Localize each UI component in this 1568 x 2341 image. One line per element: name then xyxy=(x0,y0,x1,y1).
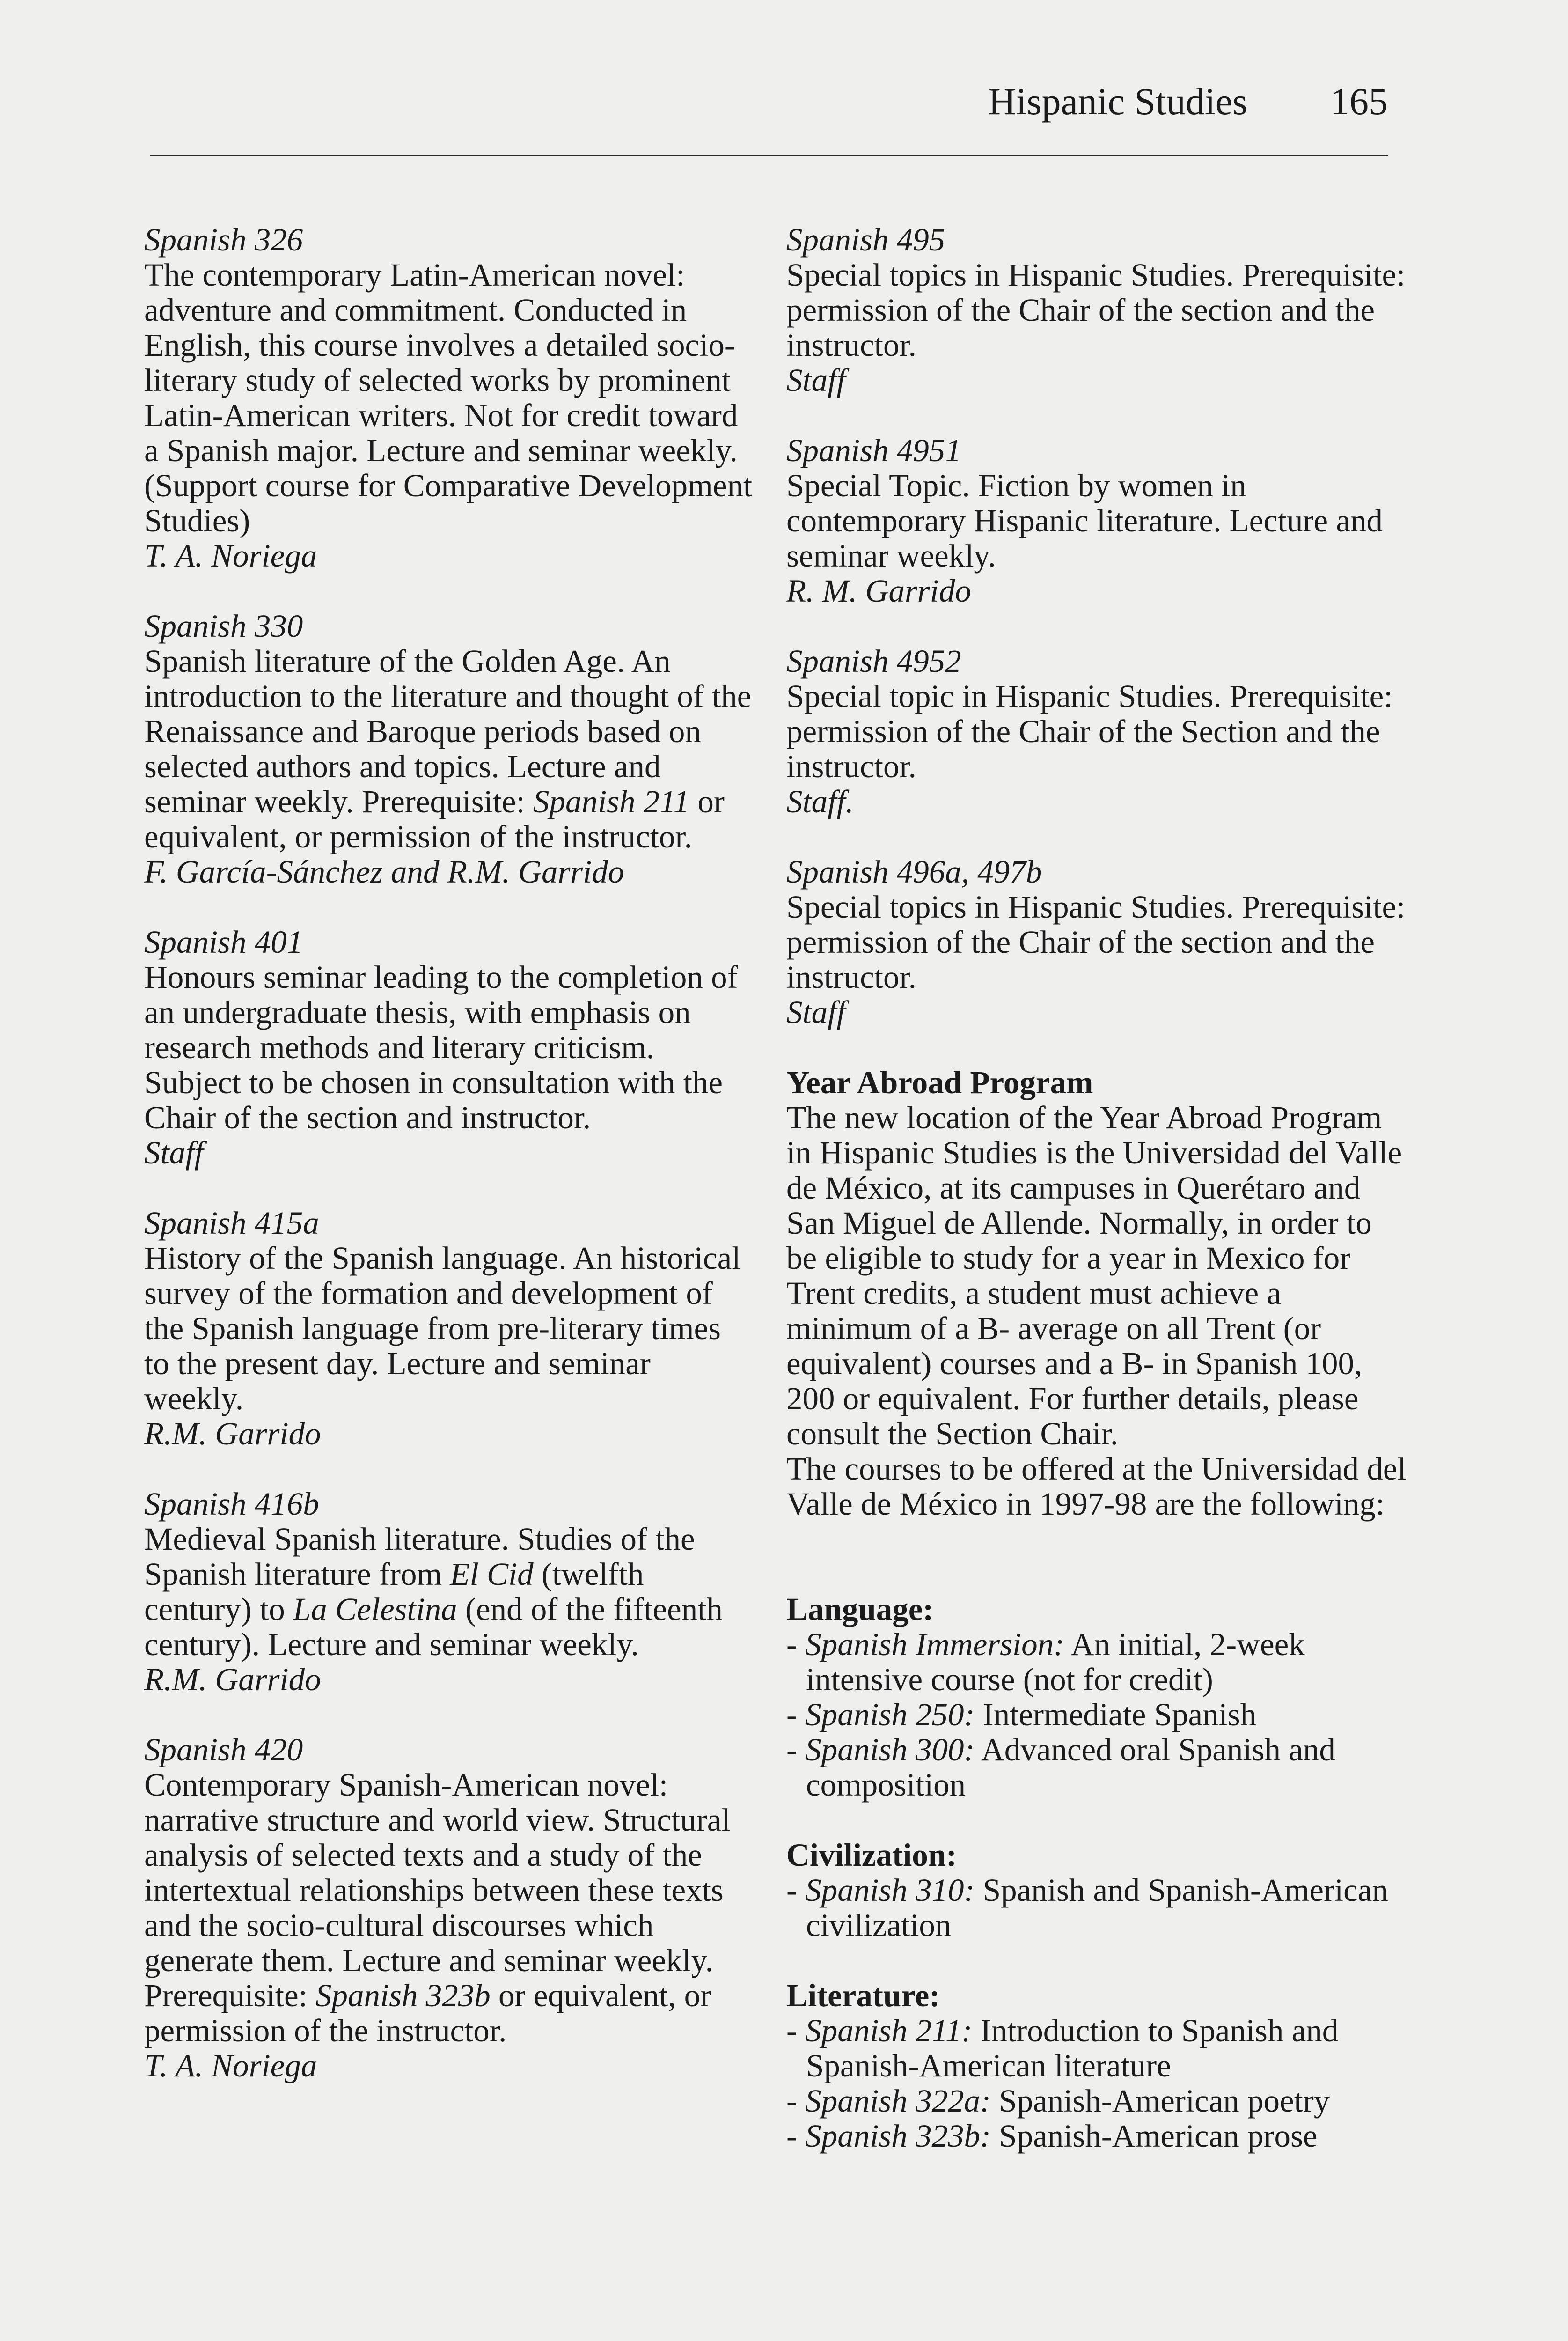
course-entry xyxy=(786,644,1409,819)
group-heading: Language: xyxy=(786,1591,934,1627)
course-instructor: R. M. Garrido xyxy=(786,573,971,609)
course-code: Spanish 330 xyxy=(144,608,303,644)
course-code: Spanish 4952 xyxy=(786,643,961,679)
course-description: The contemporary Latin-American novel: adventure and commitment. Conducted in English, this course involves a detailed socio-literary study of selected works by prominent Latin-American writers. Not for credit toward a Spanish major. Lecture and seminar weekly. (Support course for Comparative Development Studies) xyxy=(144,257,753,538)
group-heading: Literature: xyxy=(786,1978,940,2013)
course-instructor: R.M. Garrido xyxy=(144,1416,321,1451)
course-desc: Introduction to Spanish and Spanish-American literature xyxy=(806,2013,1339,2083)
course-description: Special Topic. Fiction by women in contemporary Hispanic literature. Lecture and seminar weekly. xyxy=(786,468,1383,574)
course-description: Special topic in Hispanic Studies. Prerequisite: permission of the Chair of the Section and the instructor. xyxy=(786,678,1393,784)
course-name: Spanish 250: xyxy=(805,1697,975,1732)
course-instructor: R.M. Garrido xyxy=(144,1662,321,1697)
course-name: Spanish 310: xyxy=(805,1872,975,1908)
course-code: Spanish 4951 xyxy=(786,433,961,468)
work-title: El Cid xyxy=(450,1556,534,1592)
course-description: History of the Spanish language. An historical survey of the formation and development of the Spanish language from pre-literary times to the present day. Lecture and seminar weekly. xyxy=(144,1240,741,1416)
list-item: - Spanish 211: Introduction to Spanish and Spanish-American literature xyxy=(786,2013,1339,2083)
list-item: - Spanish 323b: Spanish-American prose xyxy=(786,2118,1318,2154)
list-item: - Spanish 300: Advanced oral Spanish and composition xyxy=(786,1732,1335,1803)
course-entry xyxy=(144,925,753,1170)
course-entry xyxy=(786,222,1409,398)
course-name: Spanish 322a: xyxy=(805,2083,991,2119)
page-header xyxy=(150,80,1388,156)
course-desc: Spanish-American prose xyxy=(999,2118,1318,2154)
group-heading: Civilization: xyxy=(786,1837,957,1873)
course-description xyxy=(144,1767,753,2048)
course-entry xyxy=(144,1732,753,2083)
course-desc: Spanish and Spanish-American civilization xyxy=(806,1872,1388,1943)
course-description xyxy=(144,644,753,854)
course-desc: Advanced oral Spanish and composition xyxy=(806,1732,1335,1803)
description-text: (twelfth century) to xyxy=(144,1556,644,1627)
course-entry xyxy=(144,1487,753,1697)
left-column xyxy=(144,222,753,2119)
course-code: Spanish 420 xyxy=(144,1732,303,1767)
right-column xyxy=(786,222,1409,2189)
section-paragraph: The courses to be offered at the Universidad del Valle de México in 1997-98 are the following: xyxy=(786,1451,1407,1522)
year-abroad-section xyxy=(786,1065,1409,1522)
description-text: (end of the fifteenth century). Lecture and seminar weekly. xyxy=(144,1591,723,1662)
course-group-language xyxy=(786,1592,1409,1803)
course-instructor: F. García-Sánchez and R.M. Garrido xyxy=(144,854,624,890)
course-list xyxy=(786,2013,1409,2154)
list-item: - Spanish 322a: Spanish-American poetry xyxy=(786,2083,1330,2119)
description-text: Medieval Spanish literature. Studies of the Spanish literature from xyxy=(144,1521,695,1592)
page-number: 165 xyxy=(1330,80,1388,123)
work-title: La Celestina xyxy=(293,1591,457,1627)
course-entry xyxy=(144,1206,753,1451)
course-instructor: Staff xyxy=(786,994,846,1030)
course-entry xyxy=(786,854,1409,1030)
course-desc: Spanish-American poetry xyxy=(999,2083,1330,2119)
course-code: Spanish 401 xyxy=(144,924,303,960)
course-instructor: T. A. Noriega xyxy=(144,538,317,574)
course-desc: An initial, 2-week intensive course (not for credit) xyxy=(806,1627,1305,1697)
course-code: Spanish 326 xyxy=(144,222,303,258)
course-instructor: Staff xyxy=(786,362,846,398)
course-description: Honours seminar leading to the completion of an undergraduate thesis, with emphasis on research methods and literary criticism. Subject to be chosen in consultation with the Chair of the section and instructor. xyxy=(144,959,738,1135)
section-heading: Year Abroad Program xyxy=(786,1065,1093,1100)
course-entry xyxy=(786,433,1409,609)
section-paragraph: The new location of the Year Abroad Program in Hispanic Studies is the Universidad del Valle de México, at its campuses in Querétaro and San Miguel de Allende. Normally, in order to be eligible to study for a year in Mexico for Trent credits, a student must achieve a minimum of a B- average on all Trent (or equivalent) courses and a B- in Spanish 100, 200 or equivalent. For further details, please consult the Section Chair. xyxy=(786,1100,1402,1451)
course-description xyxy=(144,1522,753,1662)
course-desc: Intermediate Spanish xyxy=(982,1697,1257,1732)
description-text: or equivalent, or permission of the instructor. xyxy=(144,784,725,854)
course-code: Spanish 416b xyxy=(144,1486,319,1522)
course-group-civilization xyxy=(786,1838,1409,1943)
list-item: - Spanish 250: Intermediate Spanish xyxy=(786,1697,1257,1732)
course-entry xyxy=(144,609,753,890)
course-list xyxy=(786,1627,1409,1803)
description-text: Contemporary Spanish-American novel: narrative structure and world view. Structural analysis of selected texts and a study of the intertextual relationships between these texts and the socio-cultural discourses which generate them. Lecture and seminar weekly. Prerequisite: xyxy=(144,1767,731,2013)
course-code: Spanish 415a xyxy=(144,1205,319,1241)
prerequisite-course: Spanish 211 xyxy=(533,784,690,819)
prerequisite-course: Spanish 323b xyxy=(315,1978,491,2013)
description-text: Spanish literature of the Golden Age. An introduction to the literature and thought of the Renaissance and Baroque periods based on selected authors and topics. Lecture and seminar weekly. Prerequisite: xyxy=(144,643,752,819)
course-name: Spanish 300: xyxy=(805,1732,975,1767)
course-instructor: Staff xyxy=(144,1135,204,1170)
running-title: Hispanic Studies xyxy=(988,80,1247,123)
course-code: Spanish 495 xyxy=(786,222,945,258)
course-code: Spanish 496a, 497b xyxy=(786,854,1042,890)
list-item: - Spanish Immersion: An initial, 2-week intensive course (not for credit) xyxy=(786,1627,1305,1697)
course-name: Spanish Immersion: xyxy=(805,1627,1065,1662)
course-description: Special topics in Hispanic Studies. Prerequisite: permission of the Chair of the section and the instructor. xyxy=(786,257,1406,363)
course-instructor: Staff. xyxy=(786,784,854,819)
course-group-literature xyxy=(786,1978,1409,2154)
course-name: Spanish 211: xyxy=(805,2013,973,2048)
list-item: - Spanish 310: Spanish and Spanish-American civilization xyxy=(786,1872,1388,1943)
course-list xyxy=(786,1873,1409,1943)
course-description: Special topics in Hispanic Studies. Prerequisite: permission of the Chair of the section and the instructor. xyxy=(786,889,1406,995)
course-name: Spanish 323b: xyxy=(805,2118,991,2154)
course-entry xyxy=(144,222,753,574)
description-text: or equivalent, or permission of the instructor. xyxy=(144,1978,711,2048)
course-instructor: T. A. Noriega xyxy=(144,2048,317,2083)
